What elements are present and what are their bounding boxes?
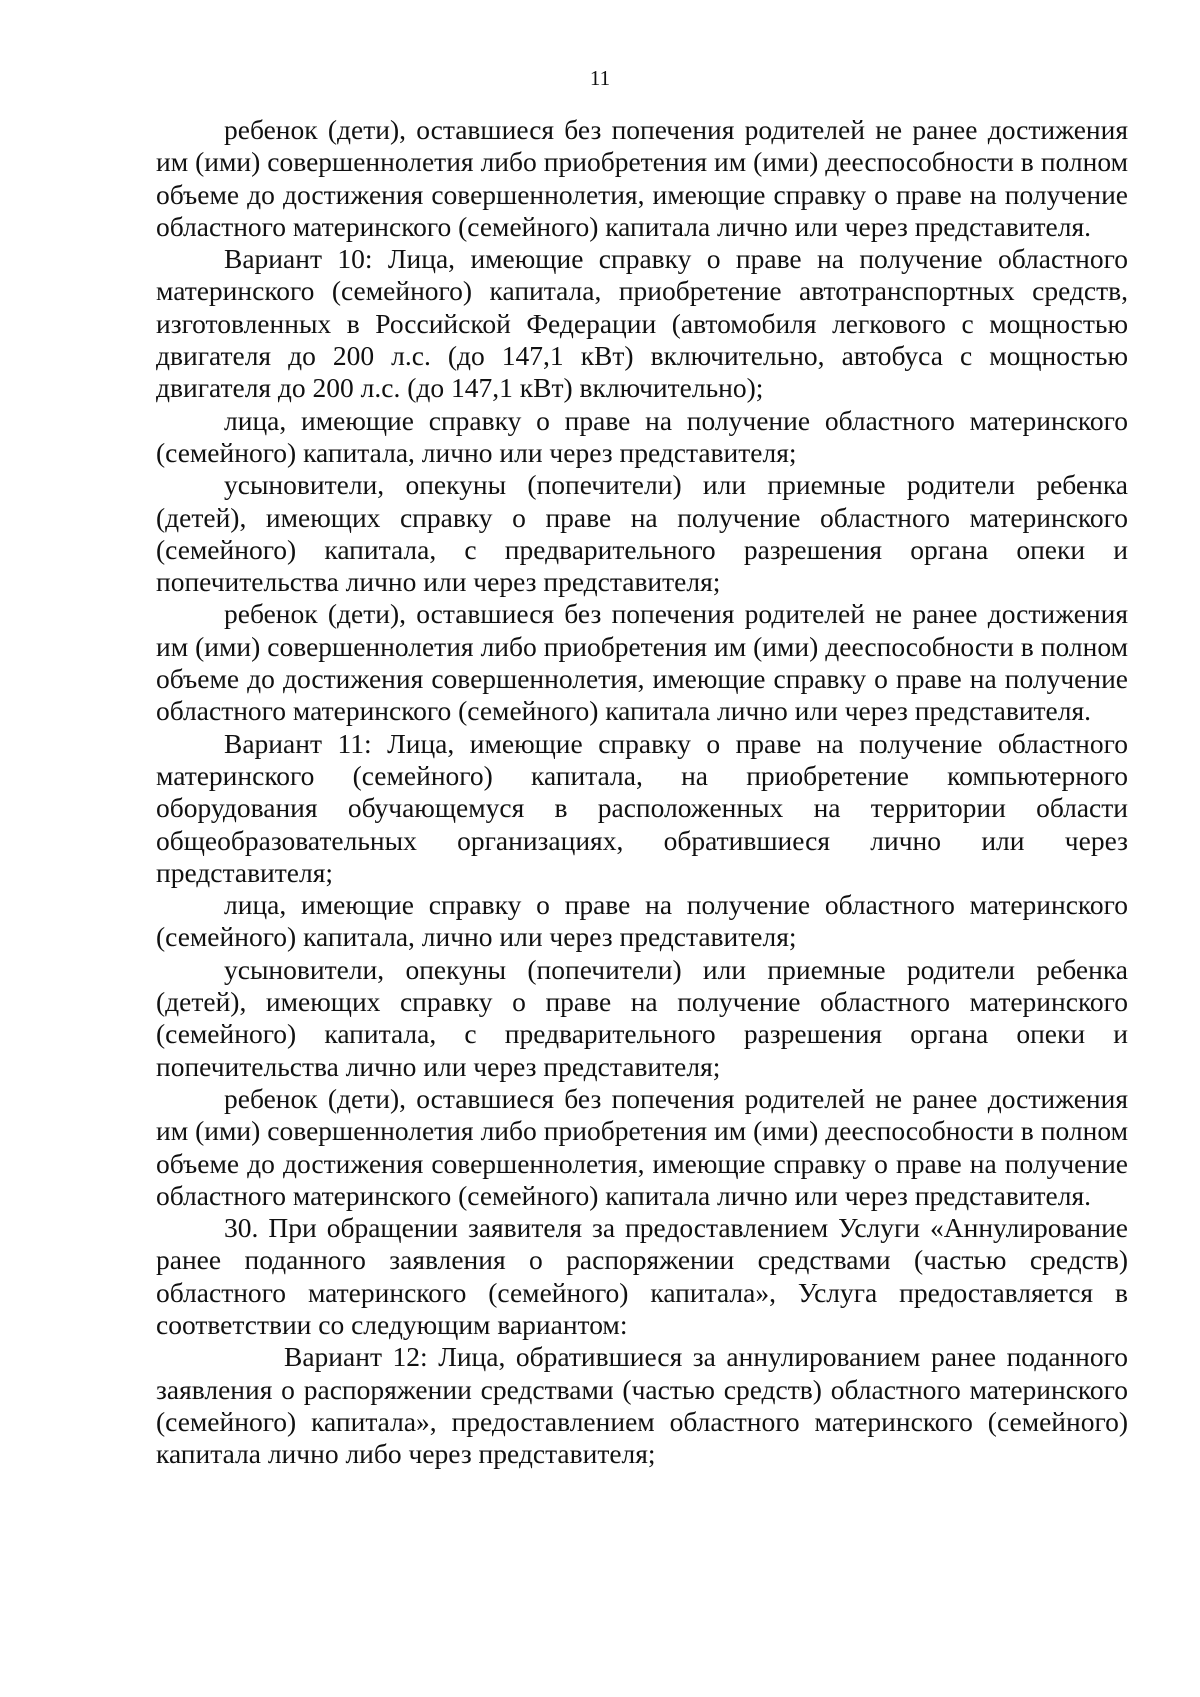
paragraph-adoptive-parents-1: усыновители, опекуны (попечители) или приемные родители ребенка (детей), имеющих справку о праве на получение областного материнского (семейного) капитала, с предварительного разрешения органа опеки и попечительства лично или через представителя; (156, 469, 1128, 598)
paragraph-child-without-parents-1: ребенок (дети), оставшиеся без попечения родителей не ранее достижения им (ими) совершеннолетия либо приобретения им (ими) дееспособности в полном объеме до достижения совершеннолетия, имеющие справку о праве на получение областного материнского (семейного) капитала лично или через представителя. (156, 114, 1128, 242)
paragraph-variant-12: Вариант 12: Лица, обратившиеся за аннулированием ранее поданного заявления о распоряжении средствами (частью средств) областного материнского (семейного) капитала», предоставлением областного материнского (семейного) капитала лично либо через представителя; (156, 1341, 1128, 1470)
page-number: 11 (589, 66, 611, 90)
paragraph-adoptive-parents-2: усыновители, опекуны (попечители) или приемные родители ребенка (детей), имеющих справку о праве на получение областного материнского (семейного) капитала, с предварительного разрешения органа опеки и попечительства лично или через представителя; (156, 953, 1128, 1082)
paragraph-item-30: 30. При обращении заявителя за предоставлением Услуги «Аннулирование ранее поданного заявления о распоряжении средствами (частью средств) областного материнского (семейного) капитала», Услуга предоставляется в соответствии со следующим вариантом: (156, 1212, 1128, 1340)
paragraph-child-without-parents-2: ребенок (дети), оставшиеся без попечения родителей не ранее достижения им (ими) совершеннолетия либо приобретения им (ими) дееспособности в полном объеме до достижения совершеннолетия, имеющие справку о праве на получение областного материнского (семейного) капитала лично или через представителя. (156, 598, 1128, 727)
paragraph-certificate-holders-2: лица, имеющие справку о праве на получение областного материнского (семейного) капитала, лично или через представителя; (156, 889, 1128, 953)
document-body (156, 114, 1128, 1470)
paragraph-variant-11: Вариант 11: Лица, имеющие справку о праве на получение областного материнского (семейного) капитала, на приобретение компьютерного оборудования обучающемуся в расположенных на территории области общеобразовательных организациях, обратившиеся лично или через представителя; (156, 727, 1128, 888)
paragraph-certificate-holders-1: лица, имеющие справку о праве на получение областного материнского (семейного) капитала, лично или через представителя; (156, 404, 1128, 468)
paragraph-child-without-parents-3: ребенок (дети), оставшиеся без попечения родителей не ранее достижения им (ими) совершеннолетия либо приобретения им (ими) дееспособности в полном объеме до достижения совершеннолетия, имеющие справку о праве на получение областного материнского (семейного) капитала лично или через представителя. (156, 1082, 1128, 1211)
paragraph-variant-10: Вариант 10: Лица, имеющие справку о праве на получение областного материнского (семейного) капитала, приобретение автотранспортных средств, изготовленных в Российской Федерации (автомобиля легкового с мощностью двигателя до 200 л.с. (до 147,1 кВт) включительно, автобуса с мощностью двигателя до 200 л.с. (до 147,1 кВт) включительно); (156, 243, 1128, 404)
